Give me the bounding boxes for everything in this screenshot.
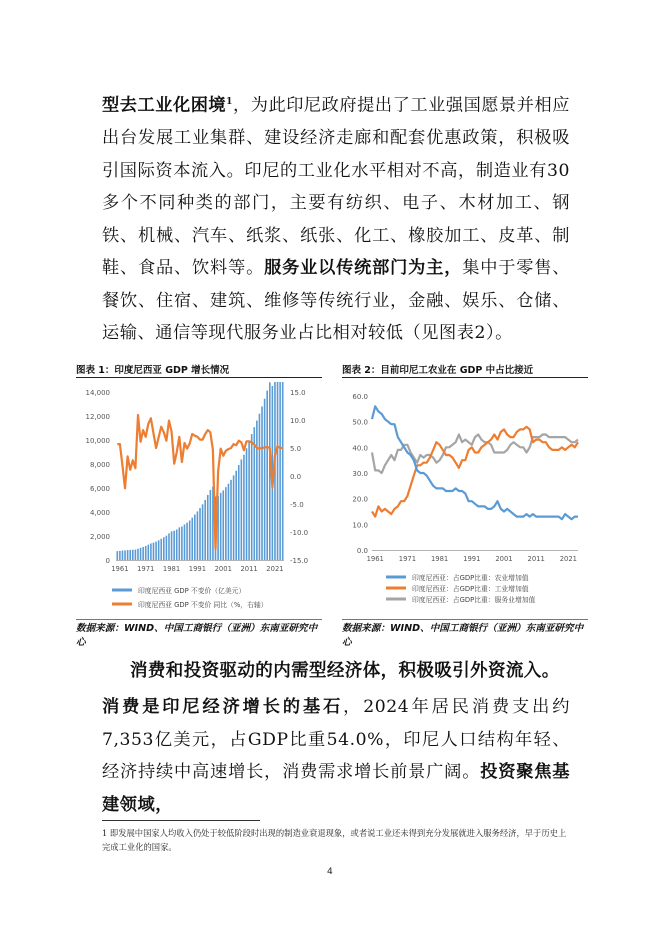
gdp-bar [127, 550, 129, 560]
gdp-bar [241, 459, 243, 560]
gdp-bar [158, 540, 160, 560]
figure-2-bottom-rule [342, 619, 588, 620]
gdp-bar [191, 518, 193, 560]
gdp-bar [243, 455, 245, 560]
gdp-bar [235, 471, 237, 560]
paragraph-text: ，为此印尼政府提出了工业强国愿景并相应出台发展工业集群、建设经济走廊和配套优惠政策，积极吸引国际资本流入。印尼的工业化水平相对不高，制造业有30多个不同种类的部门，主要有纺织、电子、木材加工、钢铁、机械、汽车、纸浆、纸张、化工、橡胶加工、皮革、制鞋、食品、饮料等。 [102, 95, 570, 279]
left-axis-tick-label: 10,000 [85, 437, 110, 445]
gdp-bar [140, 548, 142, 560]
gdp-bar [233, 475, 235, 560]
y-axis-tick-label: 10.0 [352, 521, 368, 530]
gdp-bar [225, 487, 227, 560]
y-axis-tick-label: 50.0 [352, 418, 368, 427]
gdp-bar [135, 550, 137, 560]
gdp-bar [181, 527, 183, 560]
gdp-bar [197, 511, 199, 560]
page-number: 4 [327, 867, 333, 877]
figure-2-source: 数据来源：WIND、中国工商银行（亚洲）东南亚研究中心 [342, 623, 584, 648]
bold-phrase: 服务业以传统部门为主， [264, 258, 463, 279]
gdp-bar [122, 551, 124, 560]
x-axis-tick-label: 2001 [214, 565, 232, 573]
left-axis-tick-label: 14,000 [85, 389, 110, 397]
gdp-bar [179, 527, 181, 560]
x-axis-tick-label: 1961 [111, 565, 129, 573]
x-axis-tick-label: 2021 [266, 565, 284, 573]
section-heading: 消费和投资驱动的内需型经济体，积极吸引外资流入。 [130, 661, 560, 681]
gdp-bar [238, 465, 240, 560]
gdp-bar [259, 414, 261, 560]
gdp-bar [132, 550, 134, 560]
gdp-bar [222, 490, 224, 560]
gdp-bar [230, 480, 232, 560]
gdp-bar [155, 542, 157, 560]
gdp-bar [119, 551, 121, 560]
services-share-line [372, 435, 578, 474]
figure-2-chart [342, 382, 590, 614]
y-axis-tick-label: 60.0 [352, 393, 368, 401]
gdp-bar [199, 508, 201, 560]
left-axis-tick-label: 4,000 [89, 509, 110, 517]
gdp-bar [163, 537, 165, 560]
footnote-separator [102, 820, 260, 821]
y-axis-tick-label: 0.0 [356, 547, 368, 555]
figure-1-source: 数据来源：WIND、中国工商银行（亚洲）东南亚研究中心 [76, 623, 318, 648]
left-axis-tick-label: 0 [105, 557, 110, 565]
right-axis-tick-label: 5.0 [290, 445, 302, 453]
gdp-bar [171, 531, 173, 560]
paragraph-text-continued: 集中于零售、餐饮、住宿、建筑、维修等传统行业，金融、娱乐、仓储、运输、通信等现代服务业占比相对较低（见图表2）。 [102, 258, 570, 344]
figure-1-title: 图表 1：印度尼西亚 GDP 增长情况 [76, 365, 230, 376]
left-axis-tick-label: 8,000 [89, 461, 110, 469]
figure-1-bottom-rule [76, 619, 322, 620]
x-axis-tick-label: 1981 [430, 555, 449, 563]
gdp-bar [145, 546, 147, 560]
footnote: 1 即发展中国家人均收入仍处于较低阶段时出现的制造业衰退现象，或者说工业还未得到充分发展就进入服务经济，早于历史上完成工业化的国家。 [102, 828, 567, 852]
right-axis-tick-label: 0.0 [290, 473, 302, 481]
x-axis-tick-label: 1971 [398, 555, 417, 563]
gdp-bar [256, 421, 258, 560]
x-axis-tick-label: 2011 [240, 565, 258, 573]
right-axis-tick-label: 10.0 [290, 417, 306, 425]
gdp-bar [148, 545, 150, 560]
legend-agriculture-label: 印度尼西亚：占GDP比重：农业增加值 [412, 574, 529, 582]
gdp-bar [264, 399, 266, 560]
gdp-bar [207, 495, 209, 560]
gdp-bar [204, 500, 206, 560]
right-axis-tick-label: -10.0 [290, 529, 309, 537]
y-axis-tick-label: 30.0 [352, 470, 368, 478]
right-axis-tick-label: 15.0 [290, 389, 306, 397]
figure-1-chart [76, 382, 324, 614]
x-axis-tick-label: 2011 [527, 555, 545, 563]
gdp-bar [160, 539, 162, 560]
gdp-bar [168, 533, 170, 560]
right-axis-tick-label: -15.0 [290, 557, 309, 565]
gdp-bar [279, 382, 281, 560]
gdp-bar [246, 448, 248, 560]
gdp-bar [228, 484, 230, 560]
figure-1-top-rule [76, 377, 322, 378]
left-axis-tick-label: 2,000 [89, 533, 110, 541]
body-paragraph-2 [102, 691, 570, 821]
x-axis-tick-label: 2001 [495, 555, 513, 563]
gdp-bar [137, 549, 139, 560]
gdp-bar [186, 523, 188, 560]
y-axis-tick-label: 20.0 [352, 495, 368, 504]
figure-2-title: 图表 2：目前印尼工农业在 GDP 中占比接近 [342, 365, 534, 376]
gdp-bar [129, 550, 131, 560]
gdp-bar [277, 382, 279, 560]
y-axis-tick-label: 40.0 [352, 444, 368, 453]
lead-bold-text: 型去工业化困境 [102, 95, 227, 116]
gdp-bar [251, 434, 253, 560]
gdp-bar [184, 524, 186, 560]
legend-label-growth: 印度尼西亚 GDP 不变价 同比（%，右轴） [138, 601, 268, 609]
gdp-bar [142, 547, 144, 560]
gdp-bar [210, 490, 212, 560]
x-axis-tick-label: 2021 [559, 555, 577, 563]
paragraph-text: ，2024年居民消费支出约7,353亿美元，占GDP比重54.0%，印尼人口结构年轻、经济持续中高速增长，消费需求增长前景广阔。 [102, 697, 570, 782]
x-axis-tick-label: 1961 [366, 555, 384, 563]
gdp-bar [173, 531, 175, 560]
footnote-marker[interactable]: 1 [226, 97, 233, 107]
left-axis-tick-label: 6,000 [89, 485, 110, 493]
gdp-bar [248, 441, 250, 560]
gdp-bar [266, 391, 268, 560]
legend-industry-label: 印度尼西亚：占GDP比重：工业增加值 [412, 585, 529, 593]
x-axis-tick-label: 1971 [137, 565, 155, 573]
bold-trailing-phrase: 投资聚焦基建领域， [102, 762, 570, 815]
figure-2-top-rule [342, 377, 588, 378]
gdp-bar [194, 515, 196, 560]
gdp-bar [124, 550, 126, 560]
gdp-bar [150, 543, 152, 560]
legend-services-label: 印度尼西亚：占GDP比重：服务业增加值 [412, 596, 536, 604]
left-axis-tick-label: 12,000 [85, 413, 110, 421]
gdp-bar [282, 382, 284, 560]
gdp-bar [189, 521, 191, 560]
bold-lead-phrase: 消费是印尼经济增长的基石 [102, 697, 344, 717]
x-axis-tick-label: 1981 [162, 565, 181, 573]
gdp-bar [166, 536, 168, 560]
x-axis-tick-label: 1991 [188, 565, 207, 573]
gdp-bar [220, 493, 222, 560]
gdp-bar [202, 504, 204, 560]
x-axis-tick-label: 1991 [463, 555, 481, 563]
legend-label-gdp: 印度尼西亚 GDP 不变价（亿美元） [138, 587, 246, 595]
gdp-bar [176, 530, 178, 560]
gdp-bar [261, 406, 263, 560]
gdp-bar [116, 551, 118, 560]
body-paragraph-1 [102, 86, 570, 350]
right-axis-tick-label: -5.0 [290, 501, 304, 509]
gdp-bar [153, 543, 155, 560]
